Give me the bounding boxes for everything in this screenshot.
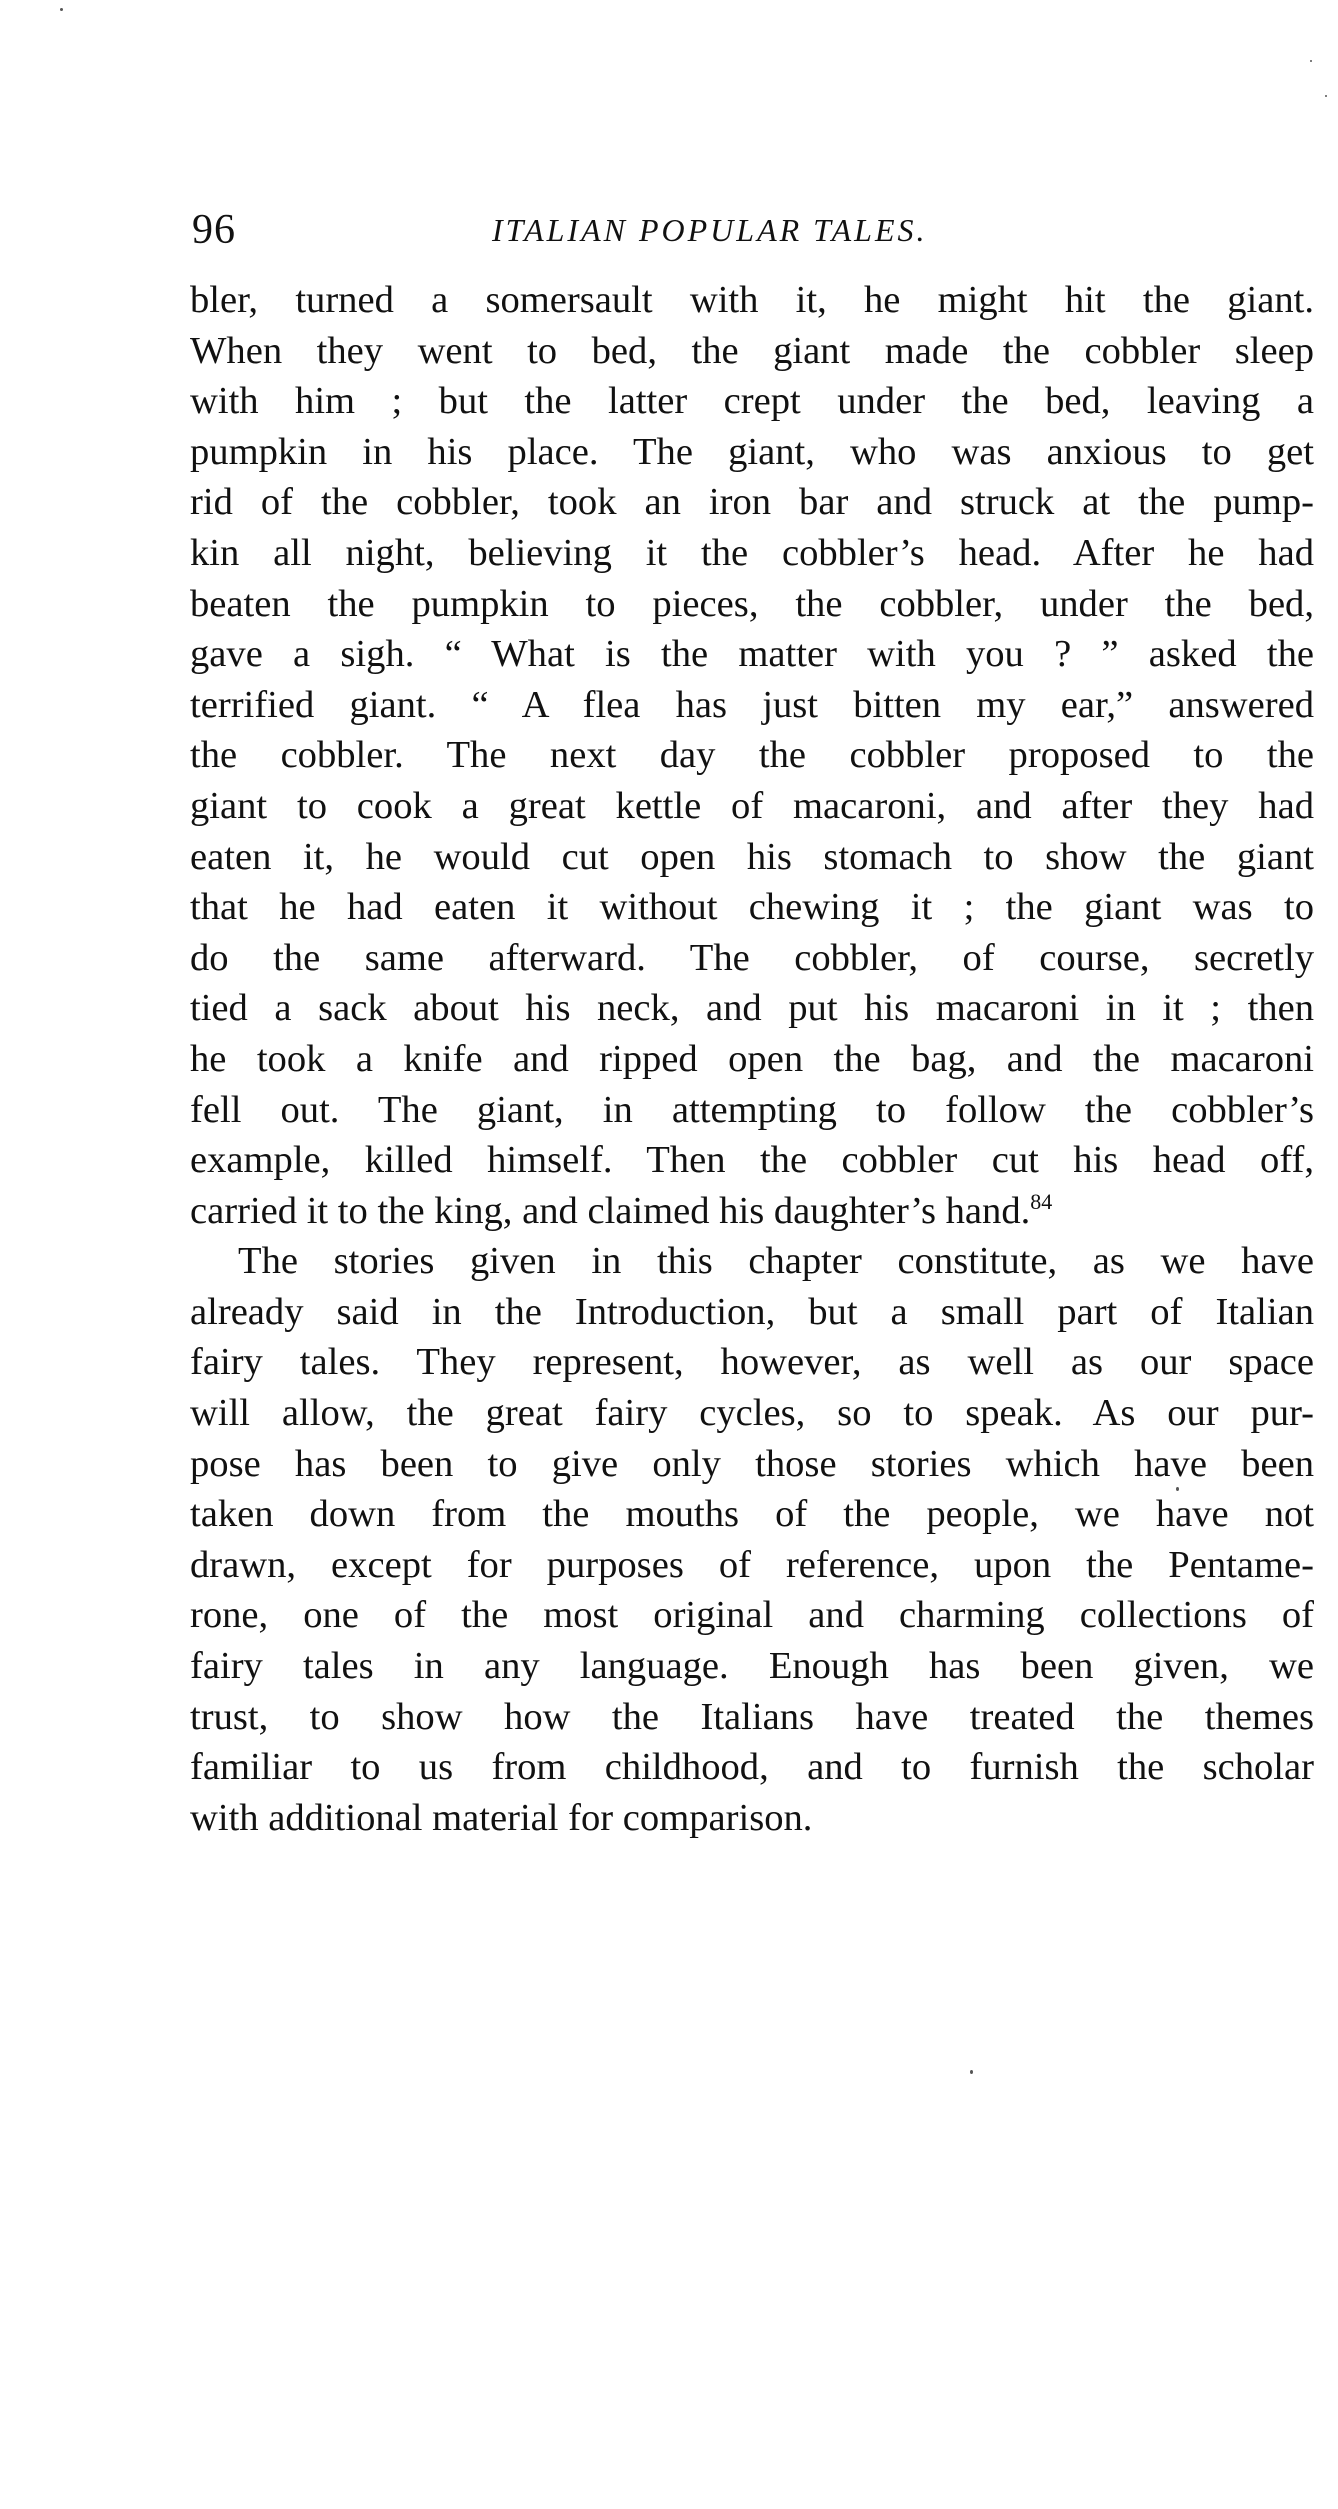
page-number: 96 (192, 207, 236, 253)
text-line: rone, one of the most original and charming collections of (190, 1594, 1314, 1637)
text-line: with him ; but the latter crept under the bed, leaving a (190, 380, 1314, 423)
text-line: fell out. The giant, in attempting to follow the cobbler’s (190, 1088, 1314, 1131)
text-line: do the same afterward. The cobbler, of course, secretly (190, 936, 1314, 979)
text-line: rid of the cobbler, took an iron bar and struck at the pump- (190, 481, 1314, 524)
text-line-content: carried it to the king, and claimed his daughter’s hand. (190, 1189, 1031, 1232)
text-line: fairy tales. They represent, however, as well as our space (190, 1341, 1314, 1384)
text-line: fairy tales in any language. Enough has been given, we (190, 1645, 1314, 1688)
text-line: When they went to bed, the giant made the cobbler sleep (190, 329, 1314, 372)
text-line: familiar to us from childhood, and to furnish the scholar (190, 1746, 1314, 1789)
running-title: ITALIAN POPULAR TALES. (492, 212, 928, 248)
paper-speck (60, 8, 63, 11)
text-line: example, killed himself. Then the cobbler cut his head off, (190, 1139, 1314, 1182)
text-line: pose has been to give only those stories which have been (190, 1442, 1314, 1485)
text-line: bler, turned a somersault with it, he might hit the giant. (190, 279, 1314, 321)
text-line: pumpkin in his place. The giant, who was anxious to get (190, 430, 1314, 473)
text-line: beaten the pumpkin to pieces, the cobbler, under the bed, (190, 582, 1314, 625)
text-line: drawn, except for purposes of reference, upon the Pentame- (190, 1543, 1314, 1586)
paragraph-2 (190, 1236, 1314, 1843)
text-line: taken down from the mouths of the people, we have not (190, 1493, 1314, 1536)
text-line-last: with additional material for comparison. (190, 1796, 813, 1839)
text-line: that he had eaten it without chewing it ; the giant was to (190, 886, 1314, 929)
text-line: terrified giant. “ A flea has just bitten my ear,” answered (190, 683, 1314, 726)
text-line: giant to cook a great kettle of macaroni, and after they had (190, 784, 1314, 827)
paper-speck (1176, 1487, 1179, 1491)
running-head (192, 200, 1312, 260)
text-line: gave a sigh. “ What is the matter with you ? ” asked the (190, 633, 1314, 676)
paper-speck (970, 2070, 973, 2074)
paper-speck (1310, 60, 1312, 62)
text-line-last (190, 1186, 1314, 1237)
text-line: kin all night, believing it the cobbler’s head. After he had (190, 531, 1314, 574)
text-line: already said in the Introduction, but a small part of Italian (190, 1290, 1314, 1333)
text-line: trust, to show how the Italians have treated the themes (190, 1695, 1314, 1738)
text-line: he took a knife and ripped open the bag, and the macaroni (190, 1037, 1314, 1080)
paper-speck (1325, 95, 1327, 97)
text-line: tied a sack about his neck, and put his macaroni in it ; then (190, 987, 1314, 1030)
text-line: the cobbler. The next day the cobbler proposed to the (190, 734, 1314, 777)
paragraph-1 (190, 275, 1314, 1236)
text-line: eaten it, he would cut open his stomach to show the giant (190, 835, 1314, 878)
footnote-reference: 84 (1030, 1188, 1053, 1214)
text-line: The stories given in this chapter constitute, as we have (238, 1240, 1314, 1283)
text-line: will allow, the great fairy cycles, so to speak. As our pur- (190, 1392, 1314, 1435)
body-text (190, 275, 1314, 1843)
